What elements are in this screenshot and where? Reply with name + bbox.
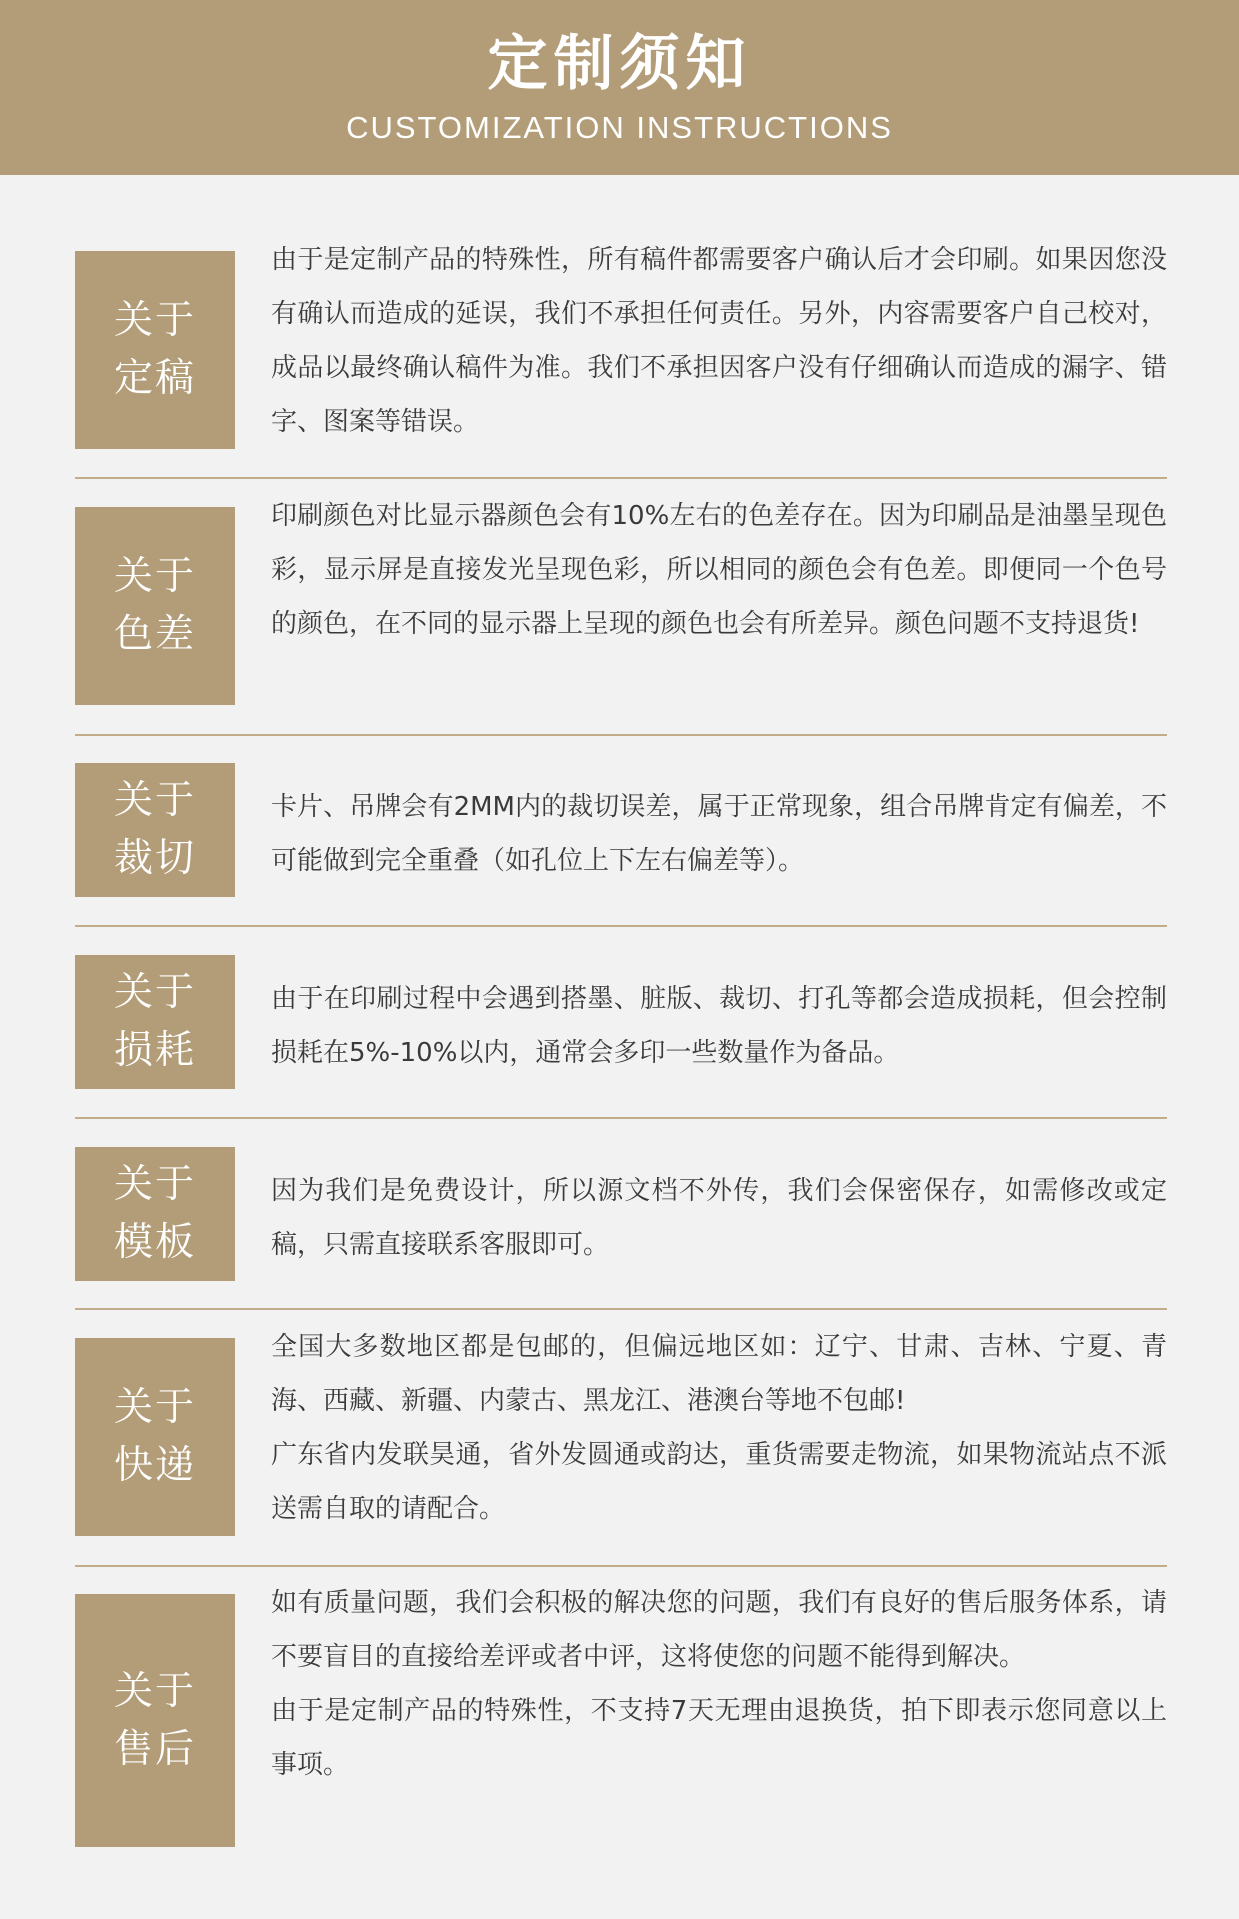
- divider: [75, 477, 1167, 479]
- label-line-2: 损耗: [113, 1028, 196, 1073]
- paragraph: 广东省内发联昊通，省外发圆通或韵达，重货需要走物流，如果物流站点不派送需自取的请配合。: [271, 1440, 1167, 1524]
- paragraph: 全国大多数地区都是包邮的，但偏远地区如：辽宁、甘肃、吉林、宁夏、青海、西藏、新疆、内蒙古、黑龙江、港澳台等地不包邮!: [271, 1332, 1167, 1416]
- divider: [75, 1308, 1167, 1310]
- paragraph: 由于是定制产品的特殊性，不支持7天无理由退换货，拍下即表示您同意以上事项。: [271, 1696, 1167, 1780]
- section-label: [75, 1147, 235, 1281]
- divider: [75, 734, 1167, 736]
- section-label: [75, 1594, 235, 1847]
- divider: [75, 925, 1167, 927]
- section-label: [75, 251, 235, 449]
- section-text: [271, 489, 1167, 651]
- page-subtitle: CUSTOMIZATION INSTRUCTIONS: [346, 110, 893, 145]
- section-label: [75, 955, 235, 1089]
- label-line-2: 售后: [113, 1726, 196, 1772]
- label-line-2: 裁切: [113, 836, 196, 881]
- label-line-1: 关于: [113, 298, 196, 343]
- paragraph: 由于是定制产品的特殊性，所有稿件都需要客户确认后才会印刷。如果因您没有确认而造成的延误，我们不承担任何责任。另外，内容需要客户自己校对，成品以最终确认稿件为准。我们不承担因客户没有仔细确认而造成的漏字、错字、图案等错误。: [271, 245, 1167, 437]
- paragraph: 由于在印刷过程中会遇到搭墨、脏版、裁切、打孔等都会造成损耗，但会控制损耗在5%-10%以内，通常会多印一些数量作为备品。: [271, 984, 1167, 1068]
- paragraph: 如有质量问题，我们会积极的解决您的问题，我们有良好的售后服务体系，请不要盲目的直接给差评或者中评，这将使您的问题不能得到解决。: [271, 1588, 1167, 1672]
- section-text: [271, 1320, 1167, 1536]
- section-text: [271, 1576, 1167, 1792]
- section-text: [271, 972, 1167, 1080]
- label-line-1: 关于: [113, 1162, 196, 1207]
- section-label: [75, 1338, 235, 1536]
- divider: [75, 1117, 1167, 1119]
- page-title: 定制须知: [487, 29, 752, 99]
- paragraph: 因为我们是免费设计，所以源文档不外传，我们会保密保存，如需修改或定稿，只需直接联系客服即可。: [271, 1176, 1167, 1260]
- label-line-1: 关于: [113, 970, 196, 1015]
- label-line-2: 色差: [113, 612, 196, 657]
- section-text: [271, 1164, 1167, 1272]
- divider: [75, 1565, 1167, 1567]
- label-line-1: 关于: [113, 778, 196, 823]
- label-line-2: 模板: [113, 1220, 196, 1265]
- section-text: [271, 780, 1167, 888]
- label-line-2: 快递: [113, 1443, 196, 1488]
- page-header: [0, 0, 1239, 175]
- label-line-1: 关于: [113, 1668, 196, 1714]
- paragraph: 卡片、吊牌会有2MM内的裁切误差，属于正常现象，组合吊牌肯定有偏差，不可能做到完全重叠（如孔位上下左右偏差等）。: [271, 792, 1167, 876]
- section-label: [75, 507, 235, 705]
- label-line-1: 关于: [113, 554, 196, 599]
- label-line-2: 定稿: [113, 356, 196, 401]
- section-label: [75, 763, 235, 897]
- label-line-1: 关于: [113, 1385, 196, 1430]
- section-text: [271, 233, 1167, 449]
- paragraph: 印刷颜色对比显示器颜色会有10%左右的色差存在。因为印刷品是油墨呈现色彩，显示屏是直接发光呈现色彩，所以相同的颜色会有色差。即便同一个色号的颜色，在不同的显示器上呈现的颜色也会有所差异。颜色问题不支持退货!: [271, 501, 1167, 639]
